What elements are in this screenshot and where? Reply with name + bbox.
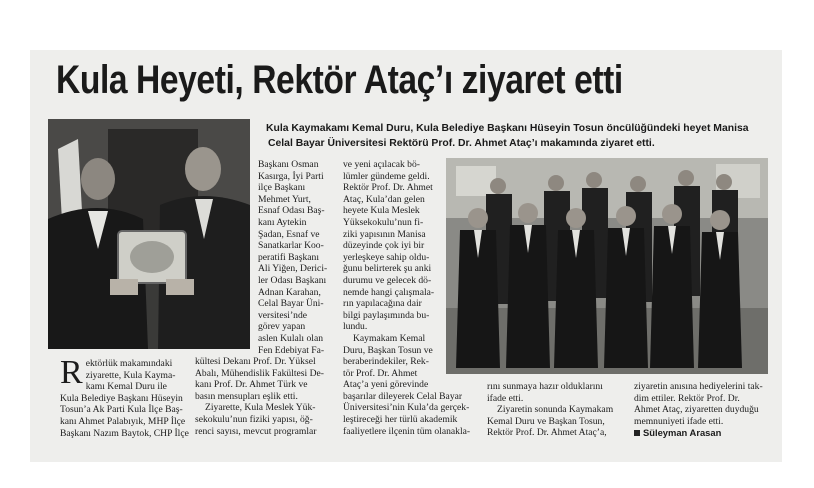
text-line: Yüksekokulu’nun fi- xyxy=(343,216,424,228)
text-line: rını sunmaya hazır olduklarını xyxy=(487,381,603,392)
text-line: Kaymakam Kemal xyxy=(353,332,426,344)
text-line: Tosun’a Ak Parti Kula İlçe Baş- xyxy=(60,404,183,416)
text-line: Ali Yiğen, Derici- xyxy=(258,263,328,275)
text-line: Başkanı Osman xyxy=(258,159,319,170)
text-line: ler Odası Başkanı xyxy=(258,274,327,286)
text-line: memnuniyeti ifade etti. xyxy=(634,415,724,427)
text-line: heyete Kula Meslek xyxy=(343,205,420,217)
photo-plaque-presentation xyxy=(48,119,250,349)
text-line: başarılar dileyerek Celal Bayar xyxy=(343,390,463,402)
article-deck xyxy=(266,121,766,151)
text-line: Duru, Başkan Tosun ve xyxy=(343,344,433,356)
text-line: tör Prof. Dr. Ahmet xyxy=(343,367,418,379)
square-bullet-icon xyxy=(634,430,640,436)
text-line: Kemal Duru ve Başkan Tosun, xyxy=(487,415,605,427)
text-line: kanı Ahmet Palabıyık, MHP İlçe xyxy=(60,415,186,427)
photo-group-delegation xyxy=(446,158,768,374)
text-line: Adnan Karahan, xyxy=(258,286,321,298)
text-line: kanı Aytekin xyxy=(258,216,307,228)
text-line: Fen Edebiyat Fa- xyxy=(258,344,325,356)
text-line: lundu. xyxy=(343,321,368,333)
article-column-4 xyxy=(487,381,627,439)
text-line: dim ettiler. Rektör Prof. Dr. xyxy=(634,392,740,404)
text-line: Ziyarette, Kula Meslek Yük- xyxy=(205,402,316,414)
article-column-5 xyxy=(634,381,770,439)
text-line: basın mensupları eşlik etti. xyxy=(195,390,298,402)
article-column-3 xyxy=(343,159,471,437)
text-line: ziyarette, Kula Kayma- xyxy=(85,369,176,381)
text-line: nemde hangi çalışmala- xyxy=(343,286,435,298)
text-line: aslen Kulalı olan xyxy=(258,332,324,344)
article-column-2-continued xyxy=(195,356,335,437)
text-line: sekokulu’nun fiziki yapısı, öğ- xyxy=(195,413,313,425)
article-column-2 xyxy=(258,159,338,356)
text-line: Kasırga, İyi Parti xyxy=(258,170,324,182)
byline xyxy=(634,427,770,439)
deck-line: Kula Kaymakamı Kemal Duru, Kula Belediye Başkanı Hüseyin Tosun öncülüğündeki heyet Manisa xyxy=(266,123,749,134)
text-line: Üniversitesi’nin Kula’da gerçek- xyxy=(343,402,470,414)
text-line: bilgi paylaşımında bu- xyxy=(343,309,430,321)
deck-line: Celal Bayar Üniversitesi Rektörü Prof. Dr. Ahmet Ataç’ı makamında ziyaret etti. xyxy=(268,138,655,149)
text-line: rın yapılacağına dair xyxy=(343,298,422,310)
text-line: ziyaretin anısına hediyelerini tak- xyxy=(634,381,763,392)
text-line: Celal Bayar Üni- xyxy=(258,298,324,310)
text-line: beraberindekiler, Rek- xyxy=(343,356,429,368)
drop-cap: R xyxy=(60,354,83,391)
text-line: Mehmet Yurt, xyxy=(258,193,311,205)
text-line: Sanatkarlar Koo- xyxy=(258,240,324,252)
text-line: faaliyetlere ilçenin tüm olanakla- xyxy=(343,425,471,437)
text-line: ve yeni açılacak bö- xyxy=(343,159,420,170)
text-line: Ahmet Ataç, ziyaretten duyduğu xyxy=(634,404,759,416)
text-line: Esnaf Odası Baş- xyxy=(258,205,325,217)
text-line: versitesi’nde xyxy=(258,309,308,321)
text-line: leştireceği her türlü akademik xyxy=(343,414,458,426)
text-line: görev yapan xyxy=(258,321,306,333)
text-line: ifade etti. xyxy=(487,392,524,404)
text-line: Rektör Prof. Dr. Ahmet xyxy=(343,182,433,194)
text-line: Abalı, Mühendislik Fakültesi De- xyxy=(195,367,324,379)
text-line: renci sayısı, mevcut programlar xyxy=(195,425,317,437)
text-line: ilçe Başkanı xyxy=(258,182,306,194)
text-line: yerleşkeye sahip oldu- xyxy=(343,251,430,263)
text-line: ektörlük makamındaki xyxy=(85,358,173,369)
text-line: kültesi Dekanı Prof. Dr. Yüksel xyxy=(195,356,316,367)
text-line: Rektör Prof. Dr. Ahmet Ataç’a, xyxy=(487,427,607,439)
text-line: Başkanı Nazım Baytok, CHP İlçe xyxy=(60,427,189,439)
text-line: Şadan, Esnaf ve xyxy=(258,228,320,240)
text-line: Ziyaretin sonunda Kaymakam xyxy=(497,404,614,416)
text-line: kamı Kemal Duru ile xyxy=(85,381,167,393)
text-line: kanı Prof. Dr. Ahmet Türk ve xyxy=(195,379,308,391)
text-line: ziki yapısının Manisa xyxy=(343,228,426,240)
text-line: düzeyinde çok iyi bir xyxy=(343,240,425,252)
text-line: ğunu belirterek şu anki xyxy=(343,263,432,275)
text-line: Ataç’a yeni görevinde xyxy=(343,379,429,391)
text-line: peratifi Başkanı xyxy=(258,251,320,263)
text-line: lümler gündeme geldi. xyxy=(343,170,430,182)
article-column-1 xyxy=(60,354,190,439)
text-line: Ataç, Kula’dan gelen xyxy=(343,193,425,205)
text-line: durumu ve gelecek dö- xyxy=(343,274,432,286)
byline-author: Süleyman Arasan xyxy=(643,427,722,439)
text-line: Kula Belediye Başkanı Hüseyin xyxy=(60,392,183,404)
headline: Kula Heyeti, Rektör Ataç’ı ziyaret etti xyxy=(56,58,623,102)
